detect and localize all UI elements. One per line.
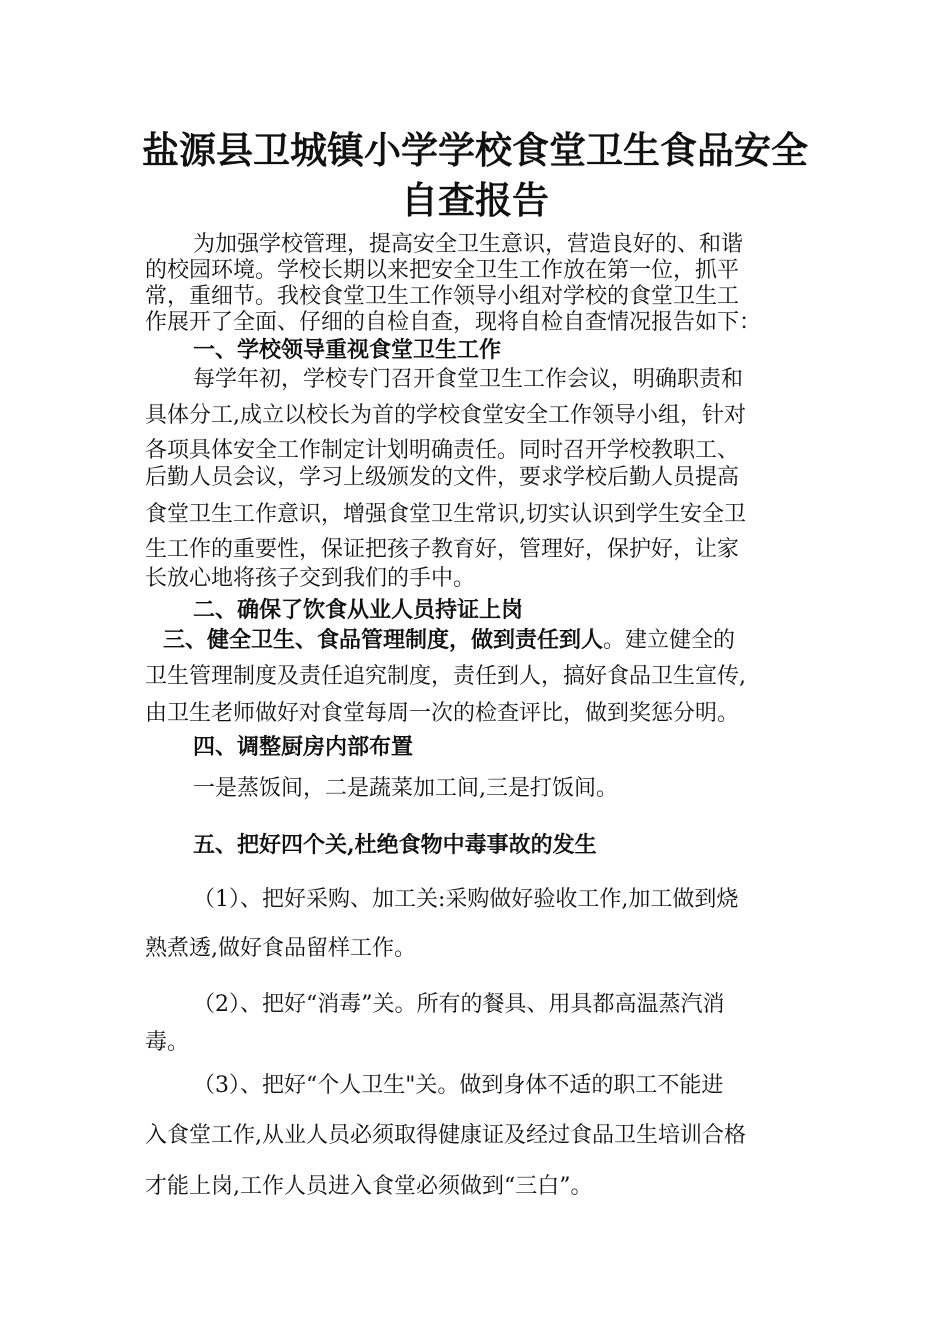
doc-title-line-1: 盐源县卫城镇小学学校食堂卫生食品安全	[142, 128, 808, 172]
doc-title-line-2: 自查报告	[401, 178, 549, 222]
section-3-line: 卫生管理制度及责任追究制度，责任到人，搞好食品卫生宣传,	[145, 664, 746, 689]
section-1-heading: 一、学校领导重视食堂卫生工作	[193, 337, 502, 363]
section-1-line: 生工作的重要性，保证把孩子教育好，管理好，保护好，让家	[145, 537, 740, 562]
intro-line: 为加强学校管理，提高安全卫生意识，营造良好的、和谐	[193, 232, 744, 257]
section-2-heading: 二、确保了饮食从业人员持证上岗	[193, 597, 524, 623]
section-5-item-1-line: 熟煮透,做好食品留样工作。	[145, 936, 416, 961]
section-1-line: 食堂卫生工作意识，增强食堂卫生常识,切实认识到学生安全卫	[145, 502, 746, 527]
section-5-item-1-line: （1）、把好采购、加工关:采购做好验收工作,加工做到烧	[193, 887, 739, 912]
section-1-line: 长放心地将孩子交到我们的手中。	[145, 566, 476, 591]
section-5-item-2-line: 毒。	[145, 1030, 190, 1055]
section-3-heading: 三、健全卫生、食品管理制度，做到责任到人	[163, 627, 604, 653]
section-5-heading: 五、把好四个关,杜绝食物中毒事故的发生	[193, 832, 597, 858]
section-3-line: 由卫生老师做好对食堂每周一次的检查评比，做到奖惩分明。	[145, 701, 740, 726]
section-3-first-line	[163, 627, 735, 654]
section-5-item-3-line: （3）、把好“个人卫生"关。做到身体不适的职工不能进	[193, 1073, 724, 1098]
section-4-heading: 四、调整厨房内部布置	[193, 734, 414, 760]
section-5-item-3-line: 才能上岗,工作人员进入食堂必须做到“三白”。	[145, 1174, 593, 1199]
section-5-item-2-line: （2）、把好“消毒”关。所有的餐具、用具都高温蒸汽消	[193, 992, 725, 1017]
section-1-line: 每学年初，学校专门召开食堂卫生工作会议，明确职责和	[193, 367, 744, 392]
section-1-line: 具体分工,成立以校长为首的学校食堂安全工作领导小组，针对	[145, 403, 746, 428]
section-1-line: 后勤人员会议，学习上级颁发的文件，要求学校后勤人员提高	[145, 465, 740, 490]
section-3-heading-tail: 。建立健全的	[603, 628, 736, 653]
section-4-line: 一是蒸饭间，二是蔬菜加工间,三是打饭间。	[193, 776, 618, 801]
intro-line: 的校园环境。学校长期以来把安全卫生工作放在第一位，抓平	[145, 258, 740, 283]
intro-line: 常，重细节。我校食堂卫生工作领导小组对学校的食堂卫生工	[145, 284, 740, 309]
section-5-item-3-line: 入食堂工作,从业人员必须取得健康证及经过食品卫生培训合格	[145, 1123, 746, 1148]
intro-line: 作展开了全面、仔细的自检自查，现将自检自查情况报告如下：	[145, 310, 762, 335]
section-1-line: 各项具体安全工作制定计划明确责任。同时召开学校教职工、	[145, 438, 740, 463]
